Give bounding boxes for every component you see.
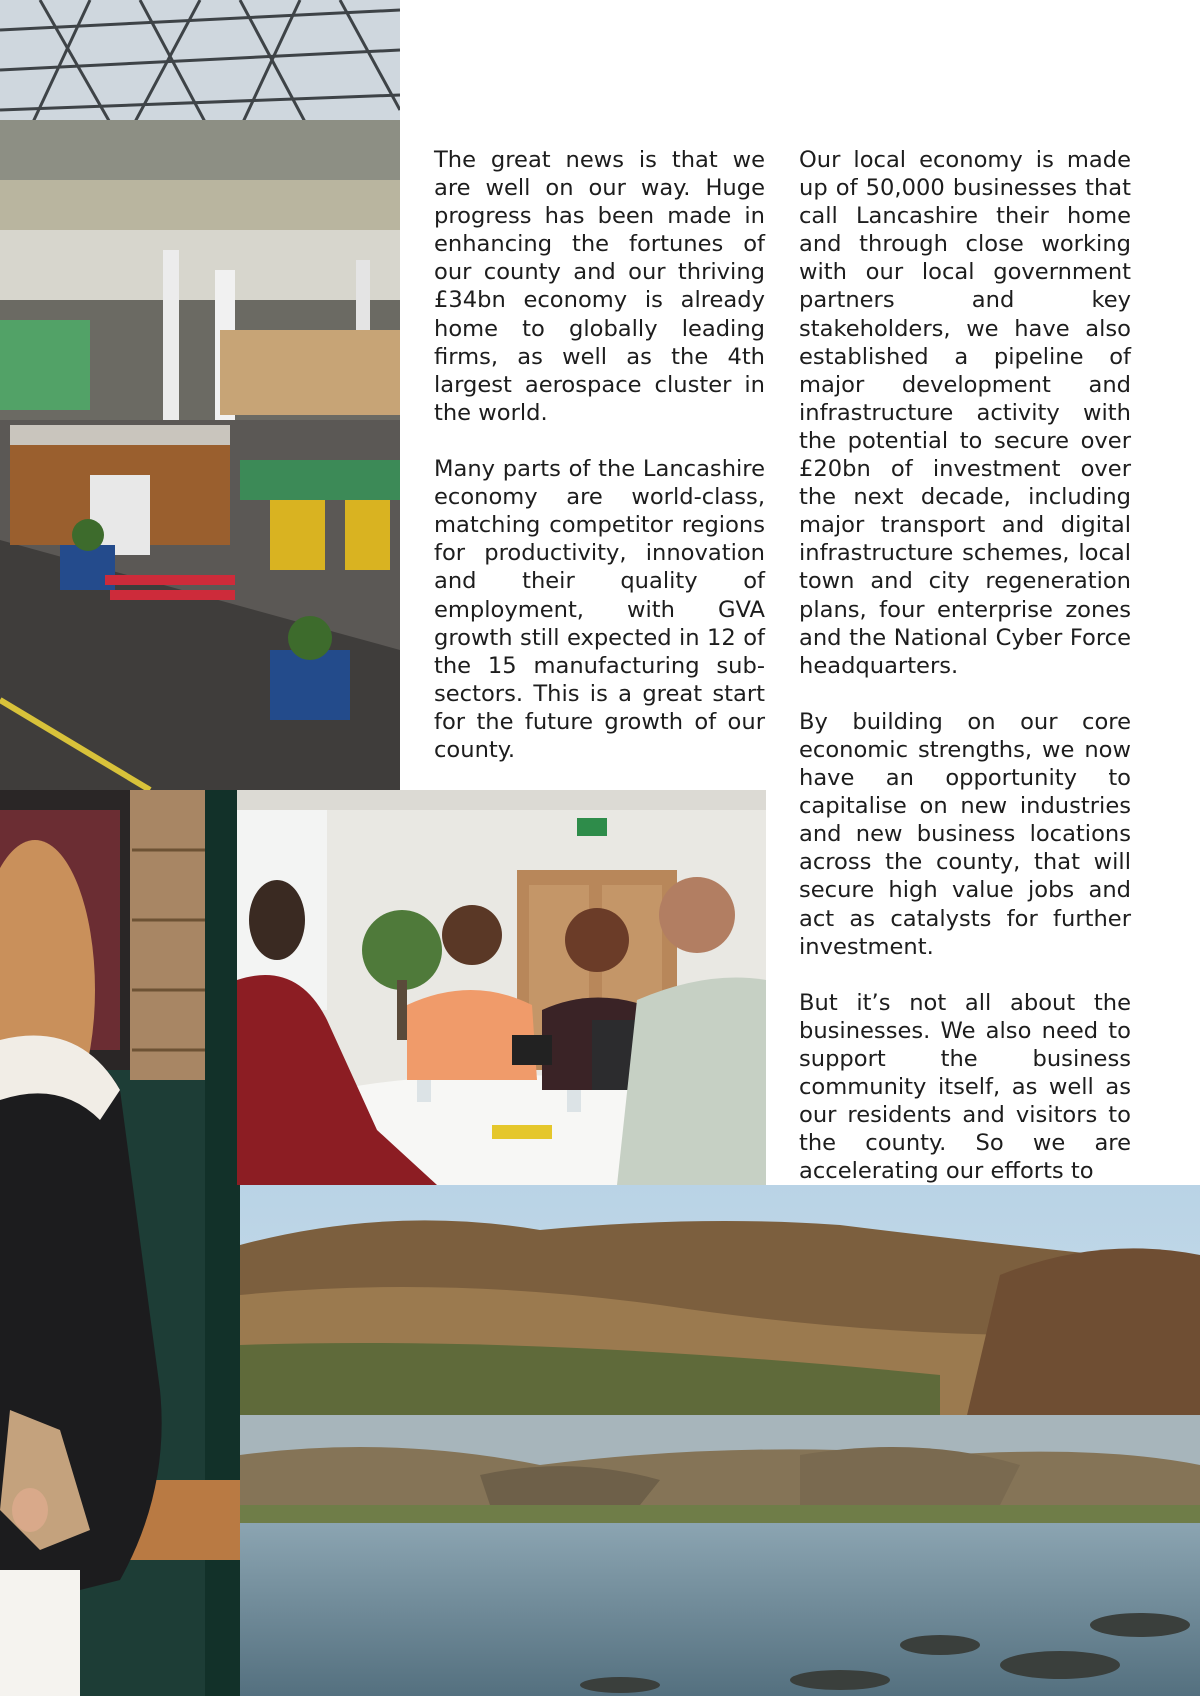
- paragraph: Many parts of the Lancashire economy are world-class, matching competitor regions for productivity, innovation and their quality of employment, with GVA growth still expected in 12 of the 15 manufacturing sub-sectors. This is a great start for the future growth of our county.: [434, 456, 765, 763]
- paragraph: But it’s not all about the businesses. We also need to support the business community itself, as well as our residents and visitors to the county. So we are accelerating our efforts to: [799, 989, 1131, 1185]
- text-column-left: [434, 146, 765, 792]
- paragraph: The great news is that we are well on our way. Huge progress has been made in enhancing the fortunes of our county and our thriving £34bn economy is already home to globally leading firms, as well as the 4th largest aerospace cluster in the world.: [434, 147, 765, 426]
- paragraph: By building on our core economic strengths, we now have an opportunity to capitalise on new industries and new business locations across the county, that will secure high value jobs and act as catalysts for further investment.: [799, 708, 1131, 960]
- coastline-photo: [240, 1185, 1200, 1696]
- shopper-photo: [0, 790, 240, 1696]
- business-meeting-photo: [237, 790, 766, 1185]
- text-column-right: [799, 146, 1131, 1214]
- railway-station-photo: [0, 0, 400, 790]
- paragraph: Our local economy is made up of 50,000 businesses that call Lancashire their home and through close working with our local government partners and key stakeholders, we have also established a pipeline of major development and infrastructure activity with the potential to secure over £20bn of investment over the next decade, including major transport and digital infrastructure schemes, local town and city regeneration plans, four enterprise zones and the National Cyber Force headquarters.: [799, 147, 1131, 679]
